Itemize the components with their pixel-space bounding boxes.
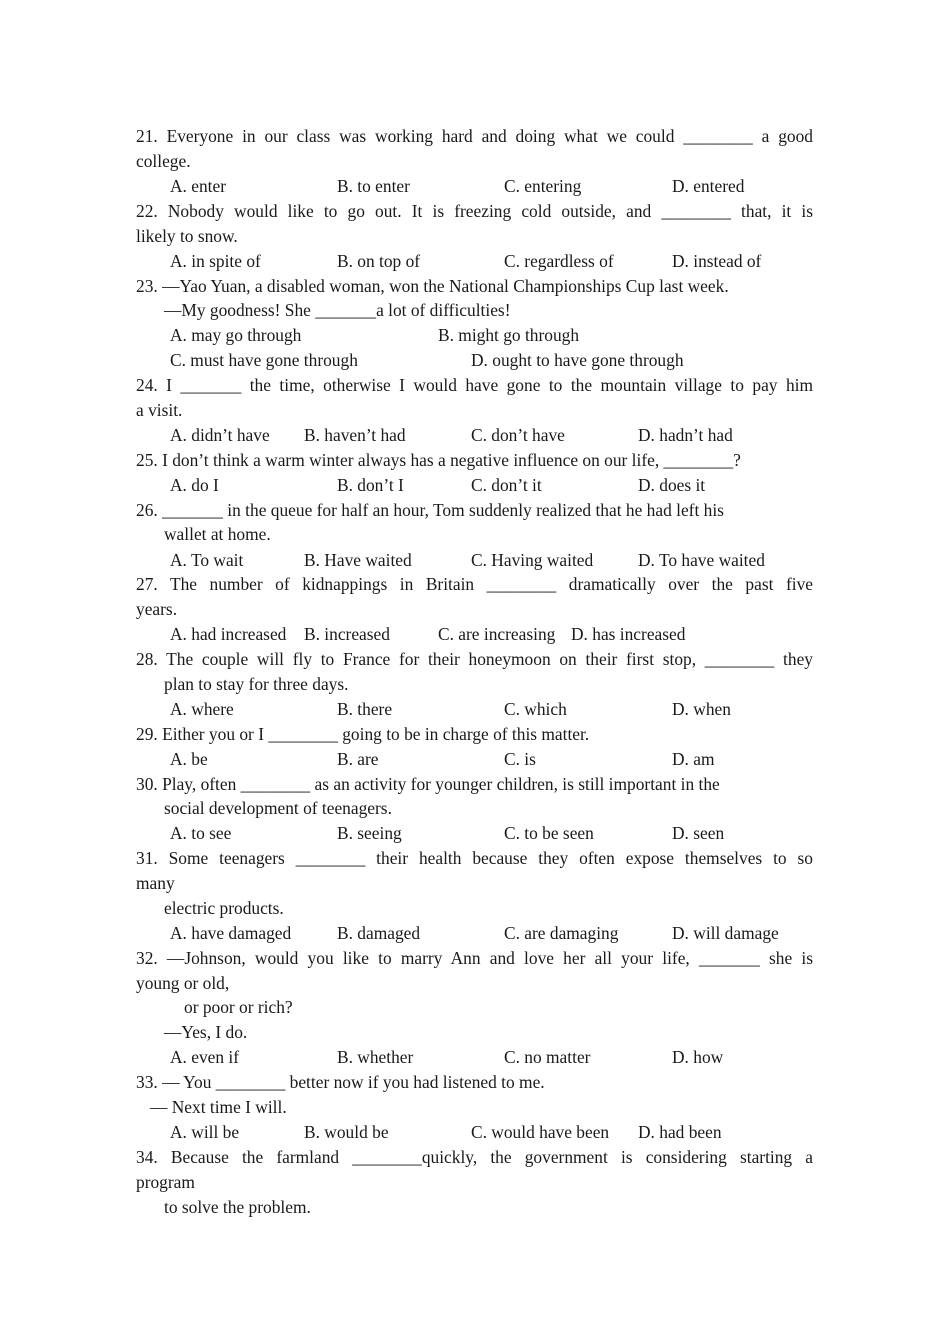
question-26-text: 26. _______ in the queue for half an hour, Tom suddenly realized that he had left his xyxy=(136,500,724,520)
q21-option-b[interactable]: B. to enter xyxy=(337,176,410,196)
q32-option-d[interactable]: D. how xyxy=(672,1047,724,1067)
q30-option-b[interactable]: B. seeing xyxy=(337,823,402,843)
question-27-text-cont: years. xyxy=(136,599,178,619)
q21-option-c[interactable]: C. entering xyxy=(504,176,582,196)
q27-option-c[interactable]: C. are increasing xyxy=(438,624,556,644)
q30-option-d[interactable]: D. seen xyxy=(672,823,725,843)
q22-option-b[interactable]: B. on top of xyxy=(337,251,421,271)
question-33-reply: — Next time I will. xyxy=(150,1097,287,1117)
question-22-text-cont: likely to snow. xyxy=(136,226,238,246)
question-32-text-cont2: or poor or rich? xyxy=(184,997,293,1017)
q26-option-b[interactable]: B. Have waited xyxy=(304,550,412,570)
q28-option-c[interactable]: C. which xyxy=(504,699,567,719)
q25-option-d[interactable]: D. does it xyxy=(638,475,706,495)
q31-option-d[interactable]: D. will damage xyxy=(672,923,779,943)
q33-option-a[interactable]: A. will be xyxy=(170,1122,240,1142)
question-24-text: 24. I _______ the time, otherwise I would have gone to the mountain village to pay him xyxy=(136,375,813,395)
question-28-text: 28. The couple will fly to France for their honeymoon on their first stop, ________ they xyxy=(136,649,813,669)
q22-option-a[interactable]: A. in spite of xyxy=(170,251,261,271)
question-31-text-cont2: electric products. xyxy=(164,898,284,918)
q23-option-a[interactable]: A. may go through xyxy=(170,325,302,345)
q25-option-a[interactable]: A. do I xyxy=(170,475,219,495)
q27-option-d[interactable]: D. has increased xyxy=(571,624,686,644)
q31-option-c[interactable]: C. are damaging xyxy=(504,923,619,943)
q24-option-b[interactable]: B. haven’t had xyxy=(304,425,406,445)
q25-option-b[interactable]: B. don’t I xyxy=(337,475,404,495)
q25-option-c[interactable]: C. don’t it xyxy=(471,475,542,495)
q33-option-c[interactable]: C. would have been xyxy=(471,1122,610,1142)
q23-option-d[interactable]: D. ought to have gone through xyxy=(471,350,684,370)
q29-option-d[interactable]: D. am xyxy=(672,749,715,769)
q29-option-a[interactable]: A. be xyxy=(170,749,208,769)
question-26-text-cont: wallet at home. xyxy=(164,524,271,544)
q26-option-c[interactable]: C. Having waited xyxy=(471,550,594,570)
question-21-text: 21. Everyone in our class was working hard and doing what we could ________ a good xyxy=(136,126,813,146)
q29-option-c[interactable]: C. is xyxy=(504,749,536,769)
question-34-text-cont2: to solve the problem. xyxy=(164,1197,311,1217)
q32-option-c[interactable]: C. no matter xyxy=(504,1047,591,1067)
q24-option-d[interactable]: D. hadn’t had xyxy=(638,425,733,445)
q31-option-a[interactable]: A. have damaged xyxy=(170,923,292,943)
q28-option-b[interactable]: B. there xyxy=(337,699,393,719)
q21-option-d[interactable]: D. entered xyxy=(672,176,745,196)
q24-option-c[interactable]: C. don’t have xyxy=(471,425,565,445)
question-30-text-cont: social development of teenagers. xyxy=(164,798,392,818)
q30-option-c[interactable]: C. to be seen xyxy=(504,823,594,843)
question-33-text: 33. — You ________ better now if you had listened to me. xyxy=(136,1072,545,1092)
question-23-text: 23. —Yao Yuan, a disabled woman, won the National Championships Cup last week. xyxy=(136,276,729,296)
q27-option-a[interactable]: A. had increased xyxy=(170,624,287,644)
question-31-text: 31. Some teenagers ________ their health because they often expose themselves to so xyxy=(136,848,813,868)
q22-option-c[interactable]: C. regardless of xyxy=(504,251,614,271)
q27-option-b[interactable]: B. increased xyxy=(304,624,390,644)
question-29-text: 29. Either you or I ________ going to be in charge of this matter. xyxy=(136,724,590,744)
q32-option-b[interactable]: B. whether xyxy=(337,1047,414,1067)
q30-option-a[interactable]: A. to see xyxy=(170,823,232,843)
question-25-text: 25. I don’t think a warm winter always has a negative influence on our life, ________? xyxy=(136,450,741,470)
q28-option-d[interactable]: D. when xyxy=(672,699,731,719)
q33-option-d[interactable]: D. had been xyxy=(638,1122,722,1142)
q23-option-b[interactable]: B. might go through xyxy=(438,325,580,345)
q26-option-a[interactable]: A. To wait xyxy=(170,550,244,570)
question-24-text-cont: a visit. xyxy=(136,400,183,420)
q21-option-a[interactable]: A. enter xyxy=(170,176,227,196)
question-32-text-cont: young or old, xyxy=(136,973,230,993)
question-32-text: 32. —Johnson, would you like to marry Ann and love her all your life, _______ she is xyxy=(136,948,813,968)
q26-option-d[interactable]: D. To have waited xyxy=(638,550,765,570)
question-27-text: 27. The number of kidnappings in Britain ________ dramatically over the past five xyxy=(136,574,813,594)
q28-option-a[interactable]: A. where xyxy=(170,699,234,719)
q23-option-c[interactable]: C. must have gone through xyxy=(170,350,358,370)
question-32-reply: —Yes, I do. xyxy=(164,1022,248,1042)
q31-option-b[interactable]: B. damaged xyxy=(337,923,421,943)
q22-option-d[interactable]: D. instead of xyxy=(672,251,762,271)
question-21-text-cont: college. xyxy=(136,151,191,171)
q24-option-a[interactable]: A. didn’t have xyxy=(170,425,270,445)
question-23-reply: —My goodness! She _______a lot of difficulties! xyxy=(164,300,511,320)
question-34-text: 34. Because the farmland ________quickly, the government is considering starting a xyxy=(136,1147,813,1167)
q33-option-b[interactable]: B. would be xyxy=(304,1122,389,1142)
question-30-text: 30. Play, often ________ as an activity for younger children, is still important in the xyxy=(136,774,720,794)
q32-option-a[interactable]: A. even if xyxy=(170,1047,240,1067)
q29-option-b[interactable]: B. are xyxy=(337,749,379,769)
question-22-text: 22. Nobody would like to go out. It is freezing cold outside, and ________ that, it is xyxy=(136,201,813,221)
question-31-text-cont: many xyxy=(136,873,175,893)
question-28-text-cont: plan to stay for three days. xyxy=(164,674,349,694)
question-34-text-cont: program xyxy=(136,1172,195,1192)
